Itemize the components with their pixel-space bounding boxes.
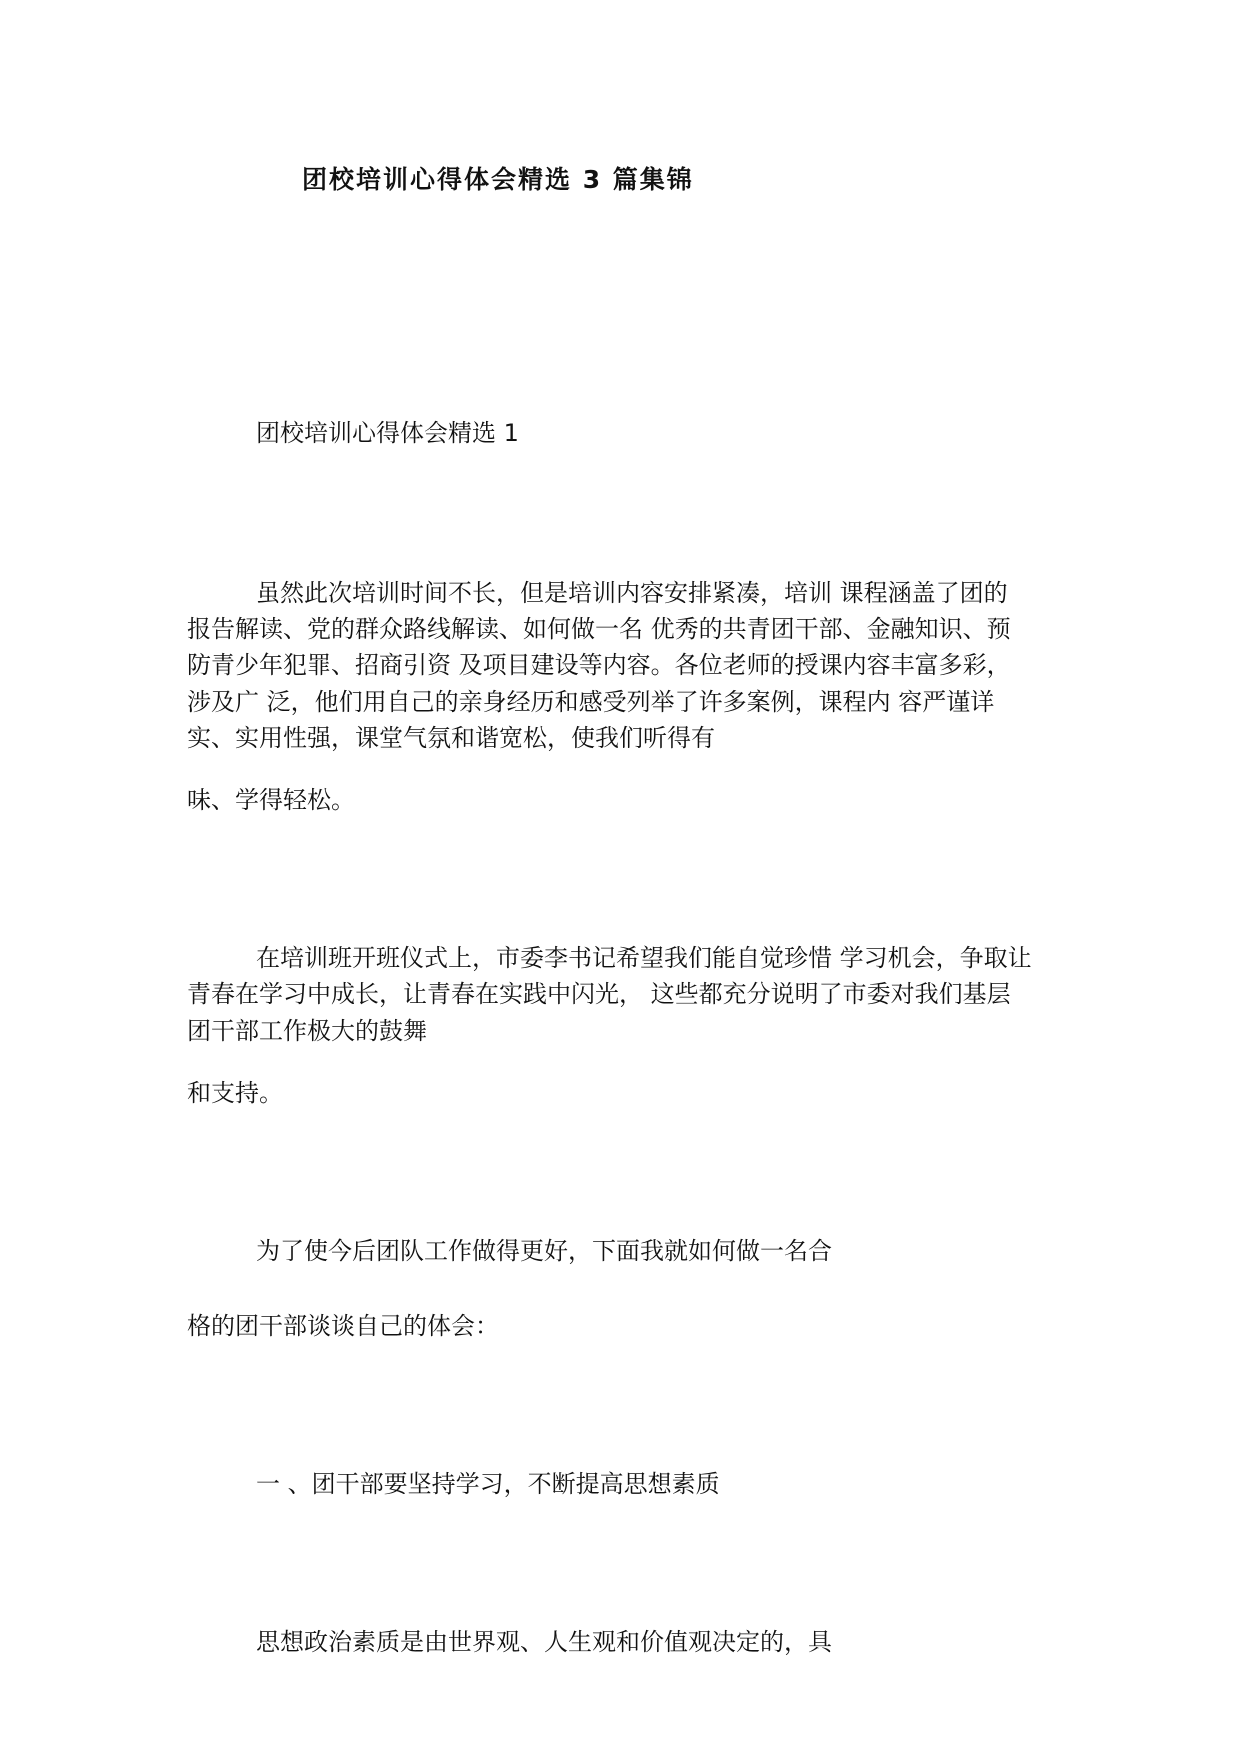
paragraph-line: 为了使今后团队工作做得更好，下面我就如何做一名合 [256, 1237, 832, 1265]
section-heading: 团校培训心得体会精选 1 [256, 419, 519, 447]
paragraph-line: 实、实用性强，课堂气氛和谐宽松，使我们听得有 [187, 724, 715, 752]
point-heading: 一 、团干部要坚持学习，不断提高思想素质 [256, 1470, 720, 1498]
paragraph-line: 格的团干部谈谈自己的体会： [187, 1312, 499, 1340]
paragraph-line: 防青少年犯罪、招商引资 及项目建设等内容。各位老师的授课内容丰富多彩， [187, 651, 1011, 679]
paragraph-line: 报告解读、党的群众路线解读、如何做一名 优秀的共青团干部、金融知识、预 [187, 615, 1011, 643]
paragraph-line: 团干部工作极大的鼓舞 [187, 1017, 427, 1045]
paragraph-line: 在培训班开班仪式上，市委李书记希望我们能自觉珍惜 学习机会，争取让 [256, 944, 1032, 972]
paragraph-line: 和支持。 [187, 1079, 283, 1107]
paragraph-line: 虽然此次培训时间不长，但是培训内容安排紧凑，培训 课程涵盖了团的 [256, 579, 1008, 607]
paragraph-line: 涉及广 泛，他们用自己的亲身经历和感受列举了许多案例，课程内 容严谨详 [187, 688, 995, 716]
paragraph-line: 思想政治素质是由世界观、人生观和价值观决定的，具 [256, 1628, 832, 1656]
paragraph-line: 味、学得轻松。 [187, 786, 355, 814]
document-title: 团校培训心得体会精选 3 篇集锦 [302, 165, 694, 194]
paragraph-line: 青春在学习中成长，让青春在实践中闪光， 这些都充分说明了市委对我们基层 [187, 980, 1011, 1008]
